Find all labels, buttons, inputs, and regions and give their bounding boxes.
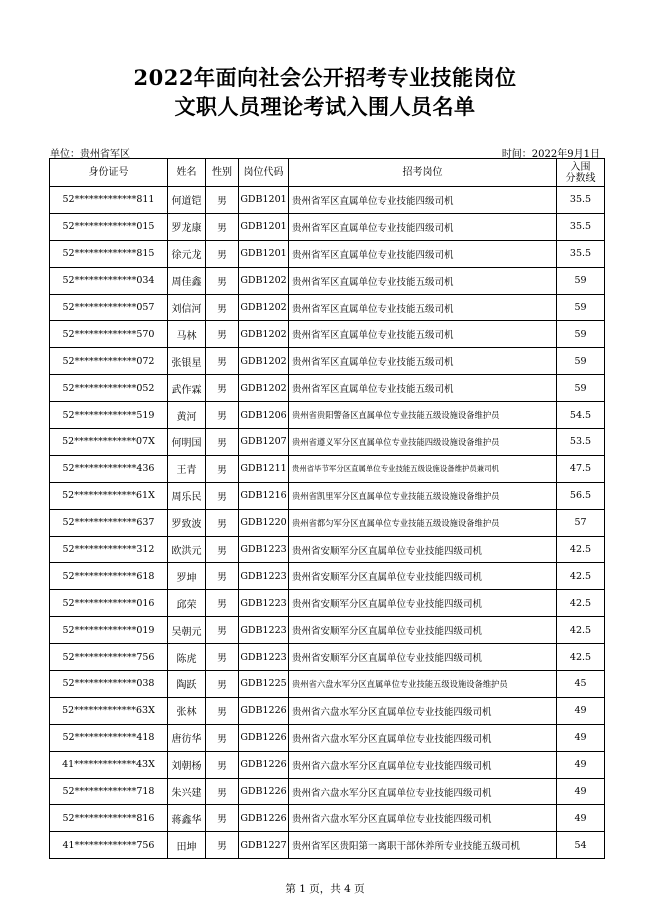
cell-gender: 男 [206, 321, 239, 348]
cell-position: 贵州省安顺军分区直属单位专业技能四级司机 [289, 563, 557, 590]
cell-position: 贵州省六盘水军分区直属单位专业技能五级设施设备维护员 [289, 671, 557, 698]
table-row [50, 617, 605, 644]
cell-gender: 男 [206, 590, 239, 617]
cell-name: 马林 [168, 321, 206, 348]
cell-position: 贵州省安顺军分区直属单位专业技能四级司机 [289, 536, 557, 563]
cell-position: 贵州省安顺军分区直属单位专业技能四级司机 [289, 644, 557, 671]
cell-gender: 男 [206, 187, 239, 214]
cell-id: 52*************570 [50, 321, 168, 348]
cell-score: 42.5 [557, 644, 605, 671]
cell-gender: 男 [206, 348, 239, 375]
cell-gender: 男 [206, 482, 239, 509]
table-row [50, 751, 605, 778]
cell-score: 59 [557, 294, 605, 321]
cell-position: 贵州省六盘水军分区直属单位专业技能四级司机 [289, 724, 557, 751]
cell-id: 52*************016 [50, 590, 168, 617]
table-row [50, 375, 605, 402]
cell-name: 欧洪元 [168, 536, 206, 563]
cell-name: 邱荣 [168, 590, 206, 617]
cell-code: GDB1223 [239, 590, 289, 617]
cell-score: 49 [557, 805, 605, 832]
cell-code: GDB1226 [239, 751, 289, 778]
cell-id: 52*************811 [50, 187, 168, 214]
cell-name: 唐彷华 [168, 724, 206, 751]
cell-gender: 男 [206, 536, 239, 563]
table-row [50, 213, 605, 240]
table-row [50, 455, 605, 482]
table-row [50, 563, 605, 590]
header-position: 招考岗位 [289, 159, 557, 187]
cell-name: 张银星 [168, 348, 206, 375]
cell-code: GDB1207 [239, 429, 289, 456]
header-id: 身份证号 [50, 159, 168, 187]
cell-id: 52*************618 [50, 563, 168, 590]
header-score [557, 159, 605, 187]
cell-gender: 男 [206, 832, 239, 859]
cell-name: 罗致波 [168, 509, 206, 536]
cell-id: 52*************815 [50, 240, 168, 267]
cell-position: 贵州省六盘水军分区直属单位专业技能四级司机 [289, 805, 557, 832]
cell-code: GDB1201 [239, 213, 289, 240]
cell-name: 刘信河 [168, 294, 206, 321]
cell-position: 贵州省毕节军分区直属单位专业技能五级设施设备维护员兼司机 [289, 455, 557, 482]
header-score-line1: 入围 [570, 161, 591, 173]
cell-position: 贵州省六盘水军分区直属单位专业技能四级司机 [289, 751, 557, 778]
cell-gender: 男 [206, 240, 239, 267]
cell-name: 张林 [168, 697, 206, 724]
cell-code: GDB1223 [239, 644, 289, 671]
header-score-line2: 分数线 [565, 172, 596, 184]
cell-name: 朱兴建 [168, 778, 206, 805]
table-row [50, 724, 605, 751]
cell-score: 56.5 [557, 482, 605, 509]
table-row [50, 429, 605, 456]
cell-score: 35.5 [557, 213, 605, 240]
cell-name: 黄河 [168, 402, 206, 429]
cell-gender: 男 [206, 294, 239, 321]
cell-id: 52*************057 [50, 294, 168, 321]
cell-code: GDB1226 [239, 697, 289, 724]
table-row [50, 590, 605, 617]
cell-code: GDB1216 [239, 482, 289, 509]
table-row [50, 832, 605, 859]
cell-gender: 男 [206, 509, 239, 536]
cell-id: 52*************038 [50, 671, 168, 698]
cell-name: 周乐民 [168, 482, 206, 509]
cell-position: 贵州省军区直属单位专业技能四级司机 [289, 240, 557, 267]
cell-position: 贵州省安顺军分区直属单位专业技能四级司机 [289, 617, 557, 644]
cell-position: 贵州省都匀军分区直属单位专业技能五级设施设备维护员 [289, 509, 557, 536]
cell-gender: 男 [206, 671, 239, 698]
candidate-table [49, 158, 605, 859]
cell-id: 52*************63X [50, 697, 168, 724]
cell-code: GDB1223 [239, 536, 289, 563]
cell-gender: 男 [206, 697, 239, 724]
cell-score: 49 [557, 697, 605, 724]
cell-code: GDB1201 [239, 240, 289, 267]
cell-gender: 男 [206, 778, 239, 805]
cell-id: 52*************312 [50, 536, 168, 563]
cell-id: 52*************015 [50, 213, 168, 240]
cell-score: 42.5 [557, 617, 605, 644]
cell-score: 35.5 [557, 240, 605, 267]
cell-code: GDB1223 [239, 563, 289, 590]
cell-name: 周佳鑫 [168, 267, 206, 294]
cell-code: GDB1226 [239, 778, 289, 805]
cell-name: 何道铠 [168, 187, 206, 214]
cell-name: 蒋鑫华 [168, 805, 206, 832]
table-row [50, 187, 605, 214]
cell-name: 吴朝元 [168, 617, 206, 644]
table-row [50, 240, 605, 267]
cell-code: GDB1202 [239, 348, 289, 375]
header-code: 岗位代码 [239, 159, 289, 187]
cell-score: 42.5 [557, 563, 605, 590]
cell-position: 贵州省军区直属单位专业技能四级司机 [289, 187, 557, 214]
table-row [50, 348, 605, 375]
table-row [50, 671, 605, 698]
cell-id: 41*************43X [50, 751, 168, 778]
cell-id: 52*************418 [50, 724, 168, 751]
cell-code: GDB1206 [239, 402, 289, 429]
table-row [50, 509, 605, 536]
table-row [50, 697, 605, 724]
cell-id: 52*************61X [50, 482, 168, 509]
cell-id: 52*************637 [50, 509, 168, 536]
cell-code: GDB1202 [239, 294, 289, 321]
table-body [50, 187, 605, 859]
cell-gender: 男 [206, 213, 239, 240]
cell-score: 54 [557, 832, 605, 859]
cell-name: 徐元龙 [168, 240, 206, 267]
cell-code: GDB1227 [239, 832, 289, 859]
cell-gender: 男 [206, 267, 239, 294]
cell-position: 贵州省军区贵阳第一离职干部休养所专业技能五级司机 [289, 832, 557, 859]
cell-id: 52*************756 [50, 644, 168, 671]
cell-score: 53.5 [557, 429, 605, 456]
cell-name: 陶跃 [168, 671, 206, 698]
cell-position: 贵州省安顺军分区直属单位专业技能四级司机 [289, 590, 557, 617]
cell-position: 贵州省军区直属单位专业技能四级司机 [289, 213, 557, 240]
cell-score: 54.5 [557, 402, 605, 429]
cell-gender: 男 [206, 402, 239, 429]
cell-position: 贵州省遵义军分区直属单位专业技能四级设施设备维护员 [289, 429, 557, 456]
cell-id: 52*************519 [50, 402, 168, 429]
cell-name: 刘朝杨 [168, 751, 206, 778]
table-row [50, 644, 605, 671]
cell-score: 45 [557, 671, 605, 698]
cell-position: 贵州省军区直属单位专业技能五级司机 [289, 294, 557, 321]
table-row [50, 294, 605, 321]
cell-score: 59 [557, 321, 605, 348]
table-row [50, 805, 605, 832]
cell-name: 武作霖 [168, 375, 206, 402]
cell-id: 52*************718 [50, 778, 168, 805]
cell-id: 52*************019 [50, 617, 168, 644]
cell-position: 贵州省凯里军分区直属单位专业技能五级设施设备维护员 [289, 482, 557, 509]
cell-score: 49 [557, 778, 605, 805]
cell-gender: 男 [206, 644, 239, 671]
table-row [50, 321, 605, 348]
cell-code: GDB1202 [239, 267, 289, 294]
cell-code: GDB1226 [239, 724, 289, 751]
header-name: 姓名 [168, 159, 206, 187]
page-subtitle: 文职人员理论考试入围人员名单 [174, 94, 476, 119]
table-row [50, 402, 605, 429]
table-row [50, 778, 605, 805]
cell-name: 王青 [168, 455, 206, 482]
cell-code: GDB1223 [239, 617, 289, 644]
cell-position: 贵州省六盘水军分区直属单位专业技能四级司机 [289, 697, 557, 724]
cell-code: GDB1226 [239, 805, 289, 832]
cell-score: 49 [557, 751, 605, 778]
cell-gender: 男 [206, 805, 239, 832]
cell-position: 贵州省贵阳警备区直属单位专业技能五级设施设备维护员 [289, 402, 557, 429]
cell-gender: 男 [206, 724, 239, 751]
cell-id: 52*************07X [50, 429, 168, 456]
cell-score: 42.5 [557, 590, 605, 617]
date-label: 时间：2022年9月1日 [501, 149, 600, 160]
cell-position: 贵州省军区直属单位专业技能五级司机 [289, 321, 557, 348]
unit-label: 单位：贵州省军区 [50, 149, 130, 160]
cell-gender: 男 [206, 455, 239, 482]
cell-name: 田坤 [168, 832, 206, 859]
cell-name: 何明国 [168, 429, 206, 456]
cell-position: 贵州省军区直属单位专业技能五级司机 [289, 375, 557, 402]
cell-name: 陈虎 [168, 644, 206, 671]
page-number: 第 1 页，共 4 页 [285, 883, 365, 895]
cell-score: 49 [557, 724, 605, 751]
cell-code: GDB1225 [239, 671, 289, 698]
page-title: 2022年面向社会公开招考专业技能岗位 [133, 65, 517, 90]
cell-code: GDB1202 [239, 321, 289, 348]
cell-score: 42.5 [557, 536, 605, 563]
cell-score: 57 [557, 509, 605, 536]
cell-name: 罗坤 [168, 563, 206, 590]
header-gender: 性别 [206, 159, 239, 187]
table-row [50, 482, 605, 509]
cell-gender: 男 [206, 375, 239, 402]
cell-gender: 男 [206, 617, 239, 644]
cell-id: 52*************436 [50, 455, 168, 482]
cell-name: 罗龙康 [168, 213, 206, 240]
cell-code: GDB1211 [239, 455, 289, 482]
cell-gender: 男 [206, 751, 239, 778]
cell-gender: 男 [206, 563, 239, 590]
table-row [50, 536, 605, 563]
table-row [50, 267, 605, 294]
table-header-row [50, 159, 605, 187]
cell-id: 52*************072 [50, 348, 168, 375]
cell-code: GDB1202 [239, 375, 289, 402]
cell-id: 52*************816 [50, 805, 168, 832]
cell-position: 贵州省军区直属单位专业技能五级司机 [289, 348, 557, 375]
cell-score: 47.5 [557, 455, 605, 482]
cell-score: 59 [557, 375, 605, 402]
cell-id: 52*************034 [50, 267, 168, 294]
cell-score: 35.5 [557, 187, 605, 214]
cell-id: 41*************756 [50, 832, 168, 859]
cell-position: 贵州省六盘水军分区直属单位专业技能四级司机 [289, 778, 557, 805]
cell-id: 52*************052 [50, 375, 168, 402]
cell-score: 59 [557, 267, 605, 294]
cell-code: GDB1220 [239, 509, 289, 536]
cell-code: GDB1201 [239, 187, 289, 214]
cell-position: 贵州省军区直属单位专业技能五级司机 [289, 267, 557, 294]
cell-score: 59 [557, 348, 605, 375]
cell-gender: 男 [206, 429, 239, 456]
